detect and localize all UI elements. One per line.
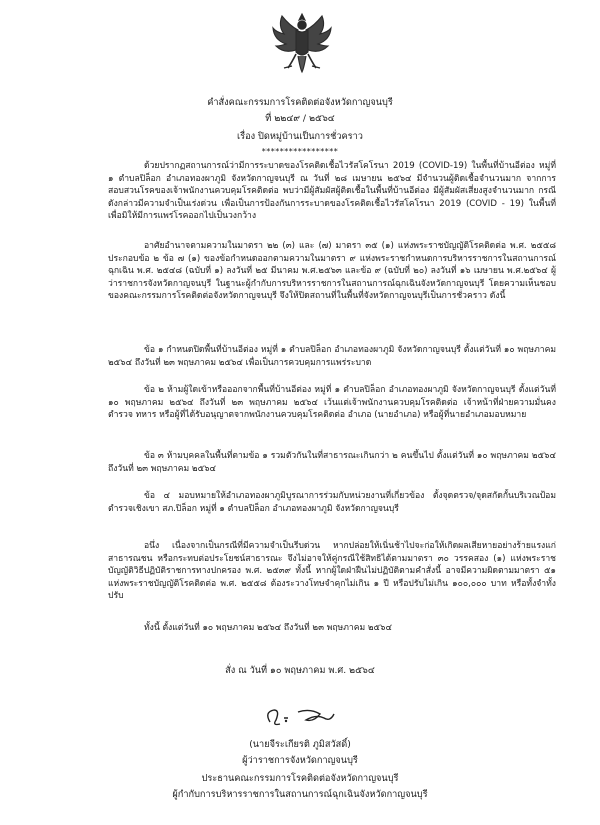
- separator-stars: *****************: [261, 147, 339, 156]
- clause-2: ข้อ ๒ ห้ามผู้ใดเข้าหรือออกจากพื้นที่บ้านอีต่อง หมู่ที่ ๑ ตำบลปิล็อก อำเภอทองผาภูมิ จังหวัดกาญจนบุรี ตั้งแต่วันที่ ๑๐ พฤษภาคม ๒๕๖๔ ถึงวันที่ ๒๓ พฤษภาคม ๒๕๖๔ เว้นแต่เจ้าพนักงานควบคุมโรคติดต่อ เจ้าหน้าที่ฝ่ายความมั่นคง ตำรวจ ทหาร หรือผู้ที่ได้รับอนุญาตจากพนักงานควบคุมโรคติดต่อ อำเภอ (นายอำเภอ) หรือผู้ที่นายอำเภอมอบหมาย: [108, 385, 556, 421]
- paragraph-penalty: อนึ่ง เนื่องจากเป็นกรณีที่มีความจำเป็นรีบด่วน หากปล่อยให้เนิ่นช้าไปจะก่อให้เกิดผลเสียหายอย่างร้ายแรงแก่สาธารณชน หรือกระทบต่อประโยชน์สาธารณะ จึงไม่อาจให้คู่กรณีใช้สิทธิได้ตามมาตรา ๓๐ วรรคสอง (๑) แห่งพระราชบัญญัติวิธีปฏิบัติราชการทางปกครอง พ.ศ. ๒๕๓๙ ทั้งนี้ หากผู้ใดฝ่าฝืนไม่ปฏิบัติตามคำสั่งนี้ อาจมีความผิดตามมาตรา ๕๑ แห่งพระราชบัญญัติโรคติดต่อ พ.ศ. ๒๕๕๘ ต้องระวางโทษจำคุกไม่เกิน ๑ ปี หรือปรับไม่เกิน ๑๐๐,๐๐๐ บาท หรือทั้งจำทั้งปรับ: [108, 541, 556, 602]
- order-number: ที่ ๒๒๔๙ / ๒๕๖๔: [265, 113, 335, 124]
- order-subject: เรื่อง ปิดหมู่บ้านเป็นการชั่วคราว: [237, 131, 363, 142]
- garuda-emblem-icon: [270, 10, 334, 76]
- clause-4: ข้อ ๔ มอบหมายให้อำเภอทองผาภูมิบูรณาการร่วมกับหน่วยงานที่เกี่ยวข้อง ตั้งจุดตรวจ/จุดสกัดกั้นบริเวณป้อมตำรวจเชิงเขา สภ.ปิล็อก หมู่ที่ ๑ ตำบลปิล็อก อำเภอทองผาภูมิ จังหวัดกาญจนบุรี: [108, 491, 556, 514]
- signer-position-governor: ผู้ว่าราชการจังหวัดกาญจนบุรี: [242, 755, 358, 766]
- signer-position-chairman: ประธานคณะกรรมการโรคติดต่อจังหวัดกาญจนบุรี: [201, 773, 399, 784]
- signer-position-emergency: ผู้กำกับการบริหารราชการในสถานการณ์ฉุกเฉินจังหวัดกาญจนบุรี: [172, 789, 428, 800]
- signer-name: (นายจีระเกียรติ ภูมิสวัสดิ์): [249, 739, 351, 750]
- clause-3: ข้อ ๓ ห้ามบุคคลในพื้นที่ตามข้อ ๑ รวมตัวกันในที่สาธารณะเกินกว่า ๒ คนขึ้นไป ตั้งแต่วันที่ ๑๐ พฤษภาคม ๒๕๖๔ ถึงวันที่ ๒๓ พฤษภาคม ๒๕๖๔: [108, 451, 556, 474]
- paragraph-effective: ทั้งนี้ ตั้งแต่วันที่ ๑๐ พฤษภาคม ๒๕๖๔ ถึงวันที่ ๒๓ พฤษภาคม ๒๕๖๔: [144, 623, 392, 633]
- order-title: คำสั่งคณะกรรมการโรคติดต่อจังหวัดกาญจนบุรี: [207, 97, 393, 108]
- paragraph-situation: ด้วยปรากฏสถานการณ์ว่ามีการระบาดของโรคติดเชื้อไวรัสโคโรนา 2019 (COVID-19) ในพื้นที่บ้านอีต่อง หมู่ที่ ๑ ตำบลปิล็อก อำเภอทองผาภูมิ จังหวัดกาญจนบุรี ณ วันที่ ๒๘ เมษายน ๒๕๖๔ มีจำนวนผู้ติดเชื้อจำนวนมาก จากการสอบสวนโรคของเจ้าพนักงานควบคุมโรคติดต่อ พบว่ามีผู้สัมผัสผู้ติดเชื้อในพื้นที่บ้านอีต่อง มีผู้สัมผัสเสี่ยงสูงจำนวนมาก กรณีดังกล่าวมีความจำเป็นเร่งด่วน เพื่อเป็นการป้องกันการระบาดของโรคติดเชื้อไวรัสโคโรนา 2019 (COVID - 19) ในพื้นที่ เพื่อมิให้มีการแพร่โรคออกไปเป็นวงกว้าง: [108, 161, 556, 222]
- ordered-date: สั่ง ณ วันที่ ๑๐ พฤษภาคม พ.ศ. ๒๕๖๔: [225, 665, 375, 676]
- clause-1: ข้อ ๑ กำหนดปิดพื้นที่บ้านอีต่อง หมู่ที่ ๑ ตำบลปิล็อก อำเภอทองผาภูมิ จังหวัดกาญจนบุรี ตั้งแต่วันที่ ๑๐ พฤษภาคม ๒๕๖๔ ถึงวันที่ ๒๓ พฤษภาคม ๒๕๖๔ เพื่อเป็นการควบคุมการแพร่ระบาด: [108, 345, 556, 368]
- paragraph-authority: อาศัยอำนาจตามความในมาตรา ๒๒ (๓) และ (๗) มาตรา ๓๕ (๑) แห่งพระราชบัญญัติโรคติดต่อ พ.ศ. ๒๕๕๘ ประกอบข้อ ๒ ข้อ ๗ (๑) ของข้อกำหนดออกตามความในมาตรา ๙ แห่งพระราชกำหนดการบริหารราชการในสถานการณ์ฉุกเฉิน พ.ศ. ๒๕๔๘ (ฉบับที่ ๑) ลงวันที่ ๒๕ มีนาคม พ.ศ.๒๕๖๓ และข้อ ๙ (ฉบับที่ ๒๐) ลงวันที่ ๑๖ เมษายน พ.ศ.๒๕๖๔ ผู้ว่าราชการจังหวัดกาญจนบุรี ในฐานะผู้กำกับการบริหารราชการในสถานการณ์ฉุกเฉินจังหวัดกาญจนบุรี โดยความเห็นชอบของคณะกรรมการโรคติดต่อจังหวัดกาญจนบุรี จึงให้ปิดสถานที่ในพื้นที่จังหวัดกาญจนบุรีเป็นการชั่วคราว ดังนี้: [108, 241, 556, 302]
- handwritten-signature-icon: [250, 704, 350, 730]
